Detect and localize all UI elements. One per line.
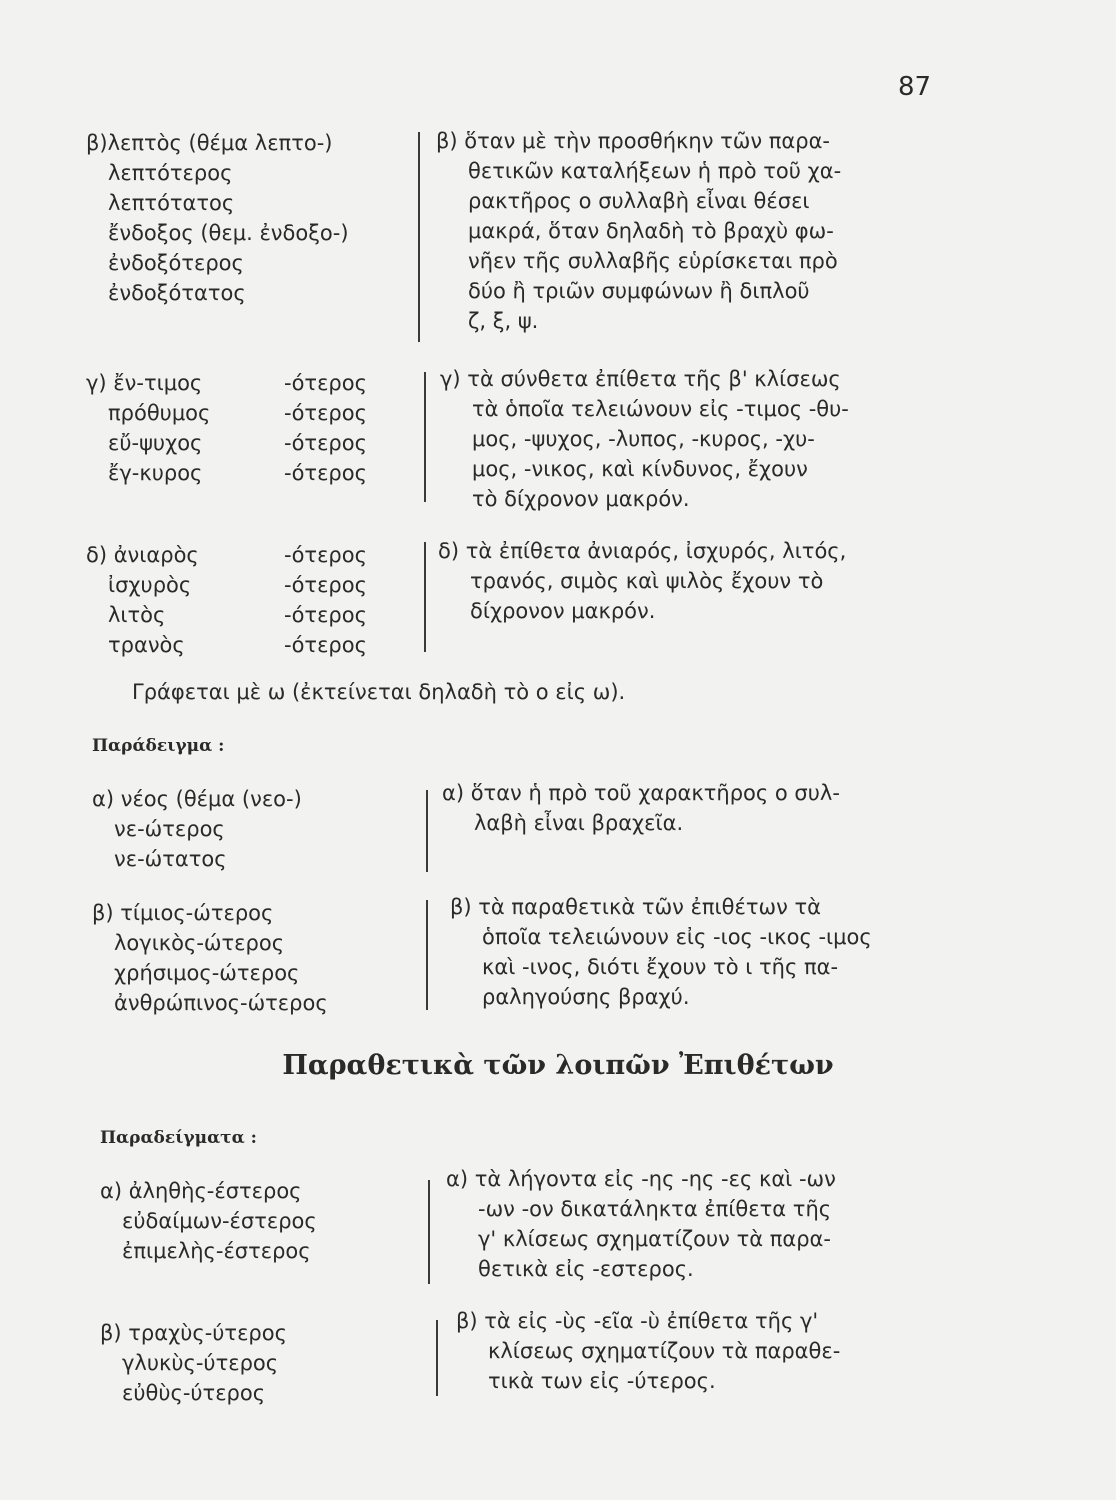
brace-divider bbox=[424, 542, 426, 652]
rule-line: τικὰ των εἰς -ύτερος. bbox=[488, 1369, 716, 1393]
section-title: Παραθετικὰ τῶν λοιπῶν Ἐπιθέτων bbox=[282, 1050, 834, 1081]
rule-line: γ) τὰ σύνθετα ἐπίθετα τῆς β' κλίσεως bbox=[440, 367, 841, 391]
rule-line: β) τὰ παραθετικὰ τῶν ἐπιθέτων τὰ bbox=[450, 895, 821, 919]
example-line: δ) ἀνιαρὸς bbox=[86, 543, 199, 567]
block-d-suffixes bbox=[284, 540, 367, 660]
brace-divider bbox=[424, 372, 426, 502]
rule-line: τρανός, σιμὸς καὶ ψιλὸς ἔχουν τὸ bbox=[470, 569, 824, 593]
block-g-examples bbox=[86, 368, 210, 488]
example-line: γλυκὺς-ύτερος bbox=[122, 1351, 279, 1375]
example-line: νε-ώτατος bbox=[114, 847, 227, 871]
rule-line: ὁποῖα τελειώνουν εἰς -ιος -ικος -ιμος bbox=[482, 925, 872, 949]
brace-divider bbox=[436, 1320, 438, 1396]
example-line: γ) ἔν-τιμος bbox=[86, 371, 203, 395]
rule-line: καὶ -ινος, διότι ἔχουν τὸ ι τῆς πα- bbox=[482, 955, 839, 979]
example-line: εὐδαίμων-έστερος bbox=[122, 1209, 317, 1233]
block-g-rule bbox=[440, 364, 849, 514]
suffix-line: -ότερος bbox=[284, 461, 367, 485]
example-line: τρανὸς bbox=[108, 633, 185, 657]
example-line: ἰσχυρὸς bbox=[108, 573, 192, 597]
rule-line: ραληγούσης βραχύ. bbox=[482, 985, 690, 1009]
block-b2-examples bbox=[92, 898, 328, 1018]
brace-divider bbox=[428, 1180, 430, 1284]
block-a3-rule bbox=[446, 1164, 836, 1284]
suffix-line: -ότερος bbox=[284, 431, 367, 455]
example-line: ἔγ-κυρος bbox=[108, 461, 203, 485]
rule-line: τὸ δίχρονον μακρόν. bbox=[472, 487, 690, 511]
block-b3-rule bbox=[456, 1306, 840, 1396]
example-line: χρήσιμος-ώτερος bbox=[114, 961, 300, 985]
suffix-line: -ότερος bbox=[284, 543, 367, 567]
note-line: Γράφεται μὲ ω (ἐκτείνεται δηλαδὴ τὸ ο εἰς ω). bbox=[132, 680, 626, 704]
rule-line: δ) τὰ ἐπίθετα ἀνιαρός, ἰσχυρός, λιτός, bbox=[438, 539, 847, 563]
rule-line: θετικῶν καταλήξεων ἡ πρὸ τοῦ χα- bbox=[468, 159, 842, 183]
block-d-examples bbox=[86, 540, 199, 660]
rule-line: α) ὅταν ἡ πρὸ τοῦ χαρακτῆρος ο συλ- bbox=[442, 781, 840, 805]
example-line: α) νέος (θέμα (νεο-) bbox=[92, 787, 302, 811]
rule-line: ζ, ξ, ψ. bbox=[468, 309, 539, 333]
example-line: εὔ-ψυχος bbox=[108, 431, 203, 455]
example-label: Παράδειγμα : bbox=[92, 736, 225, 756]
example-line: β) τραχὺς-ύτερος bbox=[100, 1321, 287, 1345]
rule-line: θετικὰ εἰς -εστερος. bbox=[478, 1257, 694, 1281]
rule-line: μος, -ψυχος, -λυπος, -κυρος, -χυ- bbox=[472, 427, 815, 451]
example-line: λεπτότατος bbox=[108, 191, 235, 215]
example-line: πρόθυμος bbox=[108, 401, 211, 425]
suffix-line: -ότερος bbox=[284, 371, 367, 395]
example-line: ἐνδοξότατος bbox=[108, 281, 246, 305]
rule-line: κλίσεως σχηματίζουν τὰ παραθε- bbox=[488, 1339, 841, 1363]
example-line: νε-ώτερος bbox=[114, 817, 225, 841]
rule-line: μος, -νικος, καὶ κίνδυνος, ἔχουν bbox=[472, 457, 808, 481]
rule-line: α) τὰ λήγοντα εἰς -ης -ης -ες καὶ -ων bbox=[446, 1167, 836, 1191]
brace-divider bbox=[426, 790, 428, 872]
rule-line: β) ὅταν μὲ τὴν προσθήκην τῶν παρα- bbox=[436, 129, 831, 153]
block-g-suffixes bbox=[284, 368, 367, 488]
rule-line: -ων -ον δικατάληκτα ἐπίθετα τῆς bbox=[478, 1197, 832, 1221]
rule-line: β) τὰ εἰς -ὺς -εῖα -ὺ ἐπίθετα τῆς γ' bbox=[456, 1309, 819, 1333]
examples-label: Παραδείγματα : bbox=[100, 1128, 257, 1148]
block-b-examples bbox=[86, 128, 349, 308]
block-a3-examples bbox=[100, 1176, 317, 1266]
block-b2-rule bbox=[450, 892, 872, 1012]
rule-line: λαβὴ εἶναι βραχεῖα. bbox=[474, 811, 684, 835]
rule-line: δίχρονον μακρόν. bbox=[470, 599, 656, 623]
example-line: λεπτότερος bbox=[108, 161, 233, 185]
page-number: 87 bbox=[898, 72, 932, 102]
suffix-line: -ότερος bbox=[284, 401, 367, 425]
example-line: λιτὸς bbox=[108, 603, 166, 627]
block-d-rule bbox=[438, 536, 846, 626]
suffix-line: -ότερος bbox=[284, 573, 367, 597]
rule-line: ρακτῆρος ο συλλαβὴ εἶναι θέσει bbox=[468, 189, 810, 213]
rule-line: τὰ ὁποῖα τελειώνουν εἰς -τιμος -θυ- bbox=[472, 397, 849, 421]
example-line: ἐνδοξότερος bbox=[108, 251, 244, 275]
brace-divider bbox=[418, 132, 420, 342]
rule-line: νῆεν τῆς συλλαβῆς εὑρίσκεται πρὸ bbox=[468, 249, 838, 273]
example-line: λογικὸς-ώτερος bbox=[114, 931, 285, 955]
suffix-line: -ότερος bbox=[284, 603, 367, 627]
example-line: β) τίμιος-ώτερος bbox=[92, 901, 274, 925]
example-line: β)λεπτὸς (θέμα λεπτο-) bbox=[86, 131, 333, 155]
example-line: εὐθὺς-ύτερος bbox=[122, 1381, 266, 1405]
block-a2-examples bbox=[92, 784, 302, 874]
brace-divider bbox=[426, 900, 428, 1010]
rule-line: γ' κλίσεως σχηματίζουν τὰ παρα- bbox=[478, 1227, 831, 1251]
example-line: α) ἀληθὴς-έστερος bbox=[100, 1179, 302, 1203]
block-b-rule bbox=[436, 126, 841, 336]
example-line: ἐπιμελὴς-έστερος bbox=[122, 1239, 311, 1263]
rule-line: μακρά, ὅταν δηλαδὴ τὸ βραχὺ φω- bbox=[468, 219, 834, 243]
block-b3-examples bbox=[100, 1318, 287, 1408]
suffix-line: -ότερος bbox=[284, 633, 367, 657]
rule-line: δύο ἢ τριῶν συμφώνων ἢ διπλοῦ bbox=[468, 279, 810, 303]
example-line: ἔνδοξος (θεμ. ἐνδοξο-) bbox=[108, 221, 349, 245]
example-line: ἀνθρώπινος-ώτερος bbox=[114, 991, 328, 1015]
block-a2-rule bbox=[442, 778, 840, 838]
